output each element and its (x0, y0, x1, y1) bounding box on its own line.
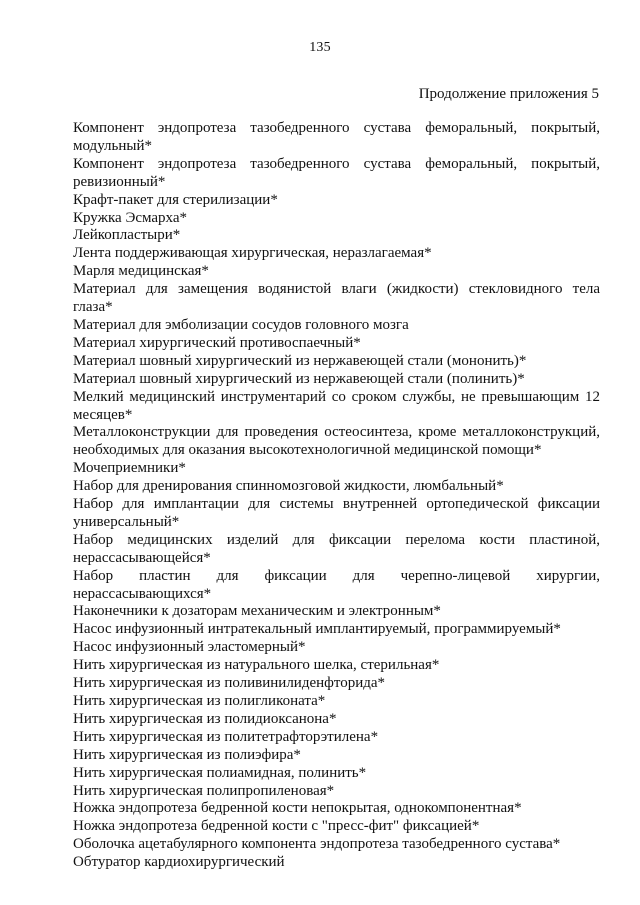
list-item: Лента поддерживающая хирургическая, неразлагаемая* (73, 245, 432, 262)
list-item: Ножка эндопротеза бедренной кости с "пресс-фит" фиксацией* (73, 818, 480, 835)
list-item (73, 120, 600, 156)
list-item-line-1: Набор медицинских изделий для фиксации перелома кости пластиной, (73, 531, 600, 548)
list-item (73, 532, 600, 568)
list-item-line-2: месяцев* (73, 406, 133, 423)
list-item: Лейкопластыри* (73, 227, 181, 244)
list-item: Нить хирургическая из натурального шелка, стерильная* (73, 657, 440, 674)
list-item: Нить хирургическая полиамидная, полинить* (73, 764, 367, 781)
list-item: Нить хирургическая из полиэфира* (73, 746, 301, 763)
list-item: Нить хирургическая из полидиоксанона* (73, 710, 337, 727)
list-item-line-2: глаза* (73, 299, 113, 316)
list-item: Материал для эмболизации сосудов головного мозга (73, 316, 409, 333)
list-item (73, 496, 600, 532)
list-item-line-2: нерассасывающейся* (73, 549, 211, 566)
list-item: Нить хирургическая из поливинилиденфторида* (73, 675, 386, 692)
list-item: Материал шовный хирургический из нержавеющей стали (мононить)* (73, 352, 527, 369)
list-item-line-1: Металлоконструкции для проведения остеосинтеза, кроме металлоконструкций, (73, 424, 600, 441)
list-item (73, 389, 600, 425)
list-item (73, 568, 600, 604)
list-item: Нить хирургическая из полигликоната* (73, 693, 326, 709)
list-item (73, 281, 600, 317)
list-item: Материал шовный хирургический из нержавеющей стали (полинить)* (73, 370, 525, 387)
list-item-line-2: необходимых для оказания высокотехнологичной медицинской помощи* (73, 442, 542, 459)
list-item: Марля медицинская* (73, 263, 209, 280)
entry-list (73, 120, 600, 872)
list-item: Кружка Эсмарха* (73, 209, 188, 226)
list-item (73, 156, 600, 192)
list-item-line-1: Мелкий медицинский инструментарий со сроком службы, не превышающим 12 (73, 388, 600, 405)
list-item: Обтуратор кардиохирургический (73, 854, 285, 871)
list-item-line-2: модульный* (73, 137, 152, 154)
list-item: Мочеприемники* (73, 460, 186, 477)
list-item: Насос инфузионный интратекальный имплантируемый, программируемый* (73, 621, 561, 638)
list-item-line-1: Материал для замещения водянистой влаги (жидкости) стекловидного тела (73, 281, 600, 298)
list-item-line-2: универсальный* (73, 513, 180, 530)
list-item-line-2: ревизионный* (73, 173, 166, 190)
list-item-line-2: нерассасывающихся* (73, 585, 212, 602)
page-number: 135 (309, 40, 331, 55)
list-item: Ножка эндопротеза бедренной кости непокрытая, однокомпонентная* (73, 800, 522, 817)
list-item-line-1: Набор пластин для фиксации для черепно-лицевой хирургии, (73, 567, 600, 584)
list-item: Насос инфузионный эластомерный* (73, 639, 306, 656)
list-item: Оболочка ацетабулярного компонента эндопротеза тазобедренного сустава* (73, 836, 561, 853)
list-item: Набор для дренирования спинномозговой жидкости, люмбальный* (73, 478, 504, 495)
list-item: Наконечники к дозаторам механическим и электронным* (73, 603, 441, 620)
list-item: Материал хирургический противоспаечный* (73, 334, 361, 351)
list-item-line-1: Набор для имплантации для системы внутренней ортопедической фиксации (73, 496, 600, 513)
list-item: Крафт-пакет для стерилизации* (73, 191, 278, 208)
list-item (73, 424, 600, 460)
list-item-line-1: Компонент эндопротеза тазобедренного сустава феморальный, покрытый, (73, 120, 600, 136)
list-item: Нить хирургическая полипропиленовая* (73, 782, 335, 799)
list-item: Нить хирургическая из политетрафторэтилена* (73, 728, 379, 745)
list-item-line-1: Компонент эндопротеза тазобедренного сустава феморальный, покрытый, (73, 155, 600, 172)
appendix-note: Продолжение приложения 5 (418, 86, 599, 102)
